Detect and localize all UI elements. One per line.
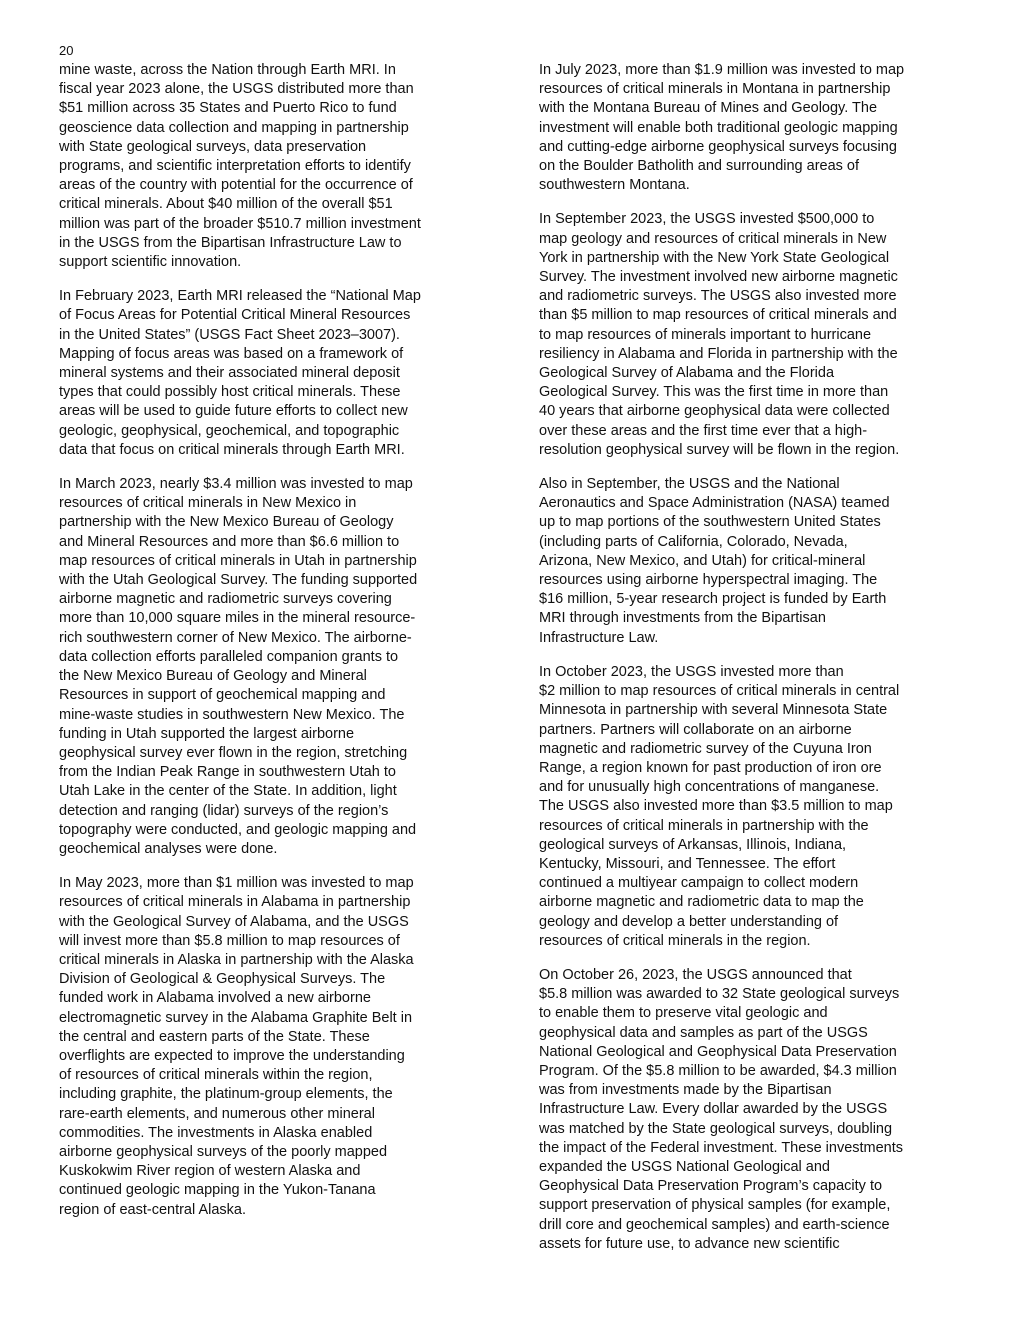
left-paragraph — [59, 475, 487, 859]
text-line: mineral systems and their associated mineral deposit — [59, 365, 400, 382]
text-line: the New Mexico Bureau of Geology and Mineral — [59, 668, 367, 685]
text-line: types that could possibly host critical minerals. These — [59, 384, 401, 401]
text-line: Geophysical Data Preservation Program’s capacity to — [539, 1178, 883, 1195]
text-line: support preservation of physical samples (for example, — [539, 1197, 891, 1214]
text-line: (including parts of California, Colorado, Nevada, — [539, 533, 848, 550]
text-line: Arizona, New Mexico, and Utah) for critical-mineral — [539, 552, 866, 569]
page-number: 20 — [59, 43, 74, 58]
text-line: 40 years that airborne geophysical data were collected — [539, 403, 890, 420]
right-paragraph — [539, 61, 967, 195]
text-line: mine waste, across the Nation through Earth MRI. In — [59, 62, 396, 78]
text-line: geologic, geophysical, geochemical, and topographic — [59, 422, 400, 439]
text-line: partnership with the New Mexico Bureau of Geology — [59, 514, 394, 531]
text-line: up to map portions of the southwestern United States — [539, 514, 881, 531]
text-line: in the USGS from the Bipartisan Infrastructure Law to — [59, 234, 402, 251]
text-line: assets for future use, to advance new scientific — [539, 1235, 840, 1252]
text-line: geophysical survey ever flown in the region, stretching — [59, 744, 408, 761]
right-paragraph — [539, 475, 967, 648]
text-line: continued a multiyear campaign to collect modern — [539, 875, 859, 892]
text-line: York in partnership with the New York State Geological — [539, 249, 890, 266]
text-line: areas will be used to guide future efforts to collect new — [59, 403, 408, 420]
text-line: geophysical data and samples as part of the USGS — [539, 1024, 868, 1041]
text-line: data that focus on critical minerals through Earth MRI. — [59, 441, 405, 458]
text-line: data collection efforts paralleled companion grants to — [59, 648, 399, 665]
left-paragraph — [59, 287, 487, 460]
right-paragraph — [539, 966, 967, 1254]
text-line: In October 2023, the USGS invested more than — [539, 663, 844, 680]
text-line: In July 2023, more than $1.9 million was invested to map — [539, 62, 905, 78]
text-line: airborne magnetic and radiometric data to map the — [539, 894, 864, 911]
text-line: support scientific innovation. — [59, 254, 242, 271]
text-line: $2 million to map resources of critical minerals in central — [539, 683, 900, 700]
text-line: on the Boulder Batholith and surrounding areas of — [539, 158, 860, 175]
text-line: and radiometric surveys. The USGS also invested more — [539, 288, 897, 305]
text-line: resources of critical minerals in Alabama in partnership — [59, 894, 411, 911]
text-line: MRI through investments from the Bipartisan — [539, 610, 826, 627]
text-line: map resources of critical minerals in Utah in partnership — [59, 552, 417, 569]
text-line: mine-waste studies in southwestern New Mexico. The — [59, 706, 405, 723]
text-line: Survey. The investment involved new airborne magnetic — [539, 269, 898, 286]
text-line: Division of Geological & Geophysical Surveys. The — [59, 971, 386, 988]
text-line: funded work in Alabama involved a new airborne — [59, 990, 371, 1007]
text-line: investment will enable both traditional geologic mapping — [539, 119, 898, 136]
text-line: with the Montana Bureau of Mines and Geology. The — [539, 100, 878, 117]
text-line: programs, and scientific interpretation efforts to identify — [59, 158, 411, 175]
text-line: overflights are expected to improve the understanding — [59, 1047, 405, 1064]
text-line: fiscal year 2023 alone, the USGS distributed more than — [59, 81, 414, 98]
text-line: Minnesota in partnership with several Minnesota State — [539, 702, 888, 719]
text-line: detection and ranging (lidar) surveys of the region’s — [59, 802, 389, 819]
text-line: and Mineral Resources and more than $6.6 million to — [59, 533, 400, 550]
text-line: to map resources of minerals important to hurricane — [539, 326, 872, 343]
text-line: geochemical analyses were done. — [59, 840, 278, 857]
text-line: resources of critical minerals in Montana in partnership — [539, 81, 891, 98]
text-line: rich southwestern corner of New Mexico. The airborne- — [59, 629, 412, 646]
text-line: Resources in support of geochemical mapping and — [59, 687, 386, 704]
text-line: Geological Survey. This was the first time in more than — [539, 384, 889, 401]
text-line: $5.8 million was awarded to 32 State geological surveys — [539, 986, 900, 1003]
text-line: geoscience data collection and mapping in partnership — [59, 119, 409, 136]
text-line: topography were conducted, and geologic mapping and — [59, 821, 417, 838]
text-line: National Geological and Geophysical Data Preservation — [539, 1043, 897, 1060]
text-line: $16 million, 5-year research project is funded by Earth — [539, 591, 887, 608]
text-line: airborne magnetic and radiometric surveys covering — [59, 591, 392, 608]
text-line: of Focus Areas for Potential Critical Mineral Resources — [59, 307, 411, 324]
text-line: The USGS also invested more than $3.5 million to map — [539, 798, 893, 815]
text-line: electromagnetic survey in the Alabama Graphite Belt in — [59, 1009, 413, 1026]
text-line: areas of the country with potential for the occurrence of — [59, 177, 413, 194]
text-line: than $5 million to map resources of critical minerals and — [539, 307, 897, 324]
text-line: funding in Utah supported the largest airborne — [59, 725, 355, 742]
text-line: over these areas and the first time ever that a high- — [539, 422, 868, 439]
text-line: In May 2023, more than $1 million was invested to map — [59, 875, 414, 892]
text-line: resiliency in Alabama and Florida in partnership with the — [539, 345, 898, 362]
text-line: Utah Lake in the center of the State. In addition, light — [59, 783, 397, 800]
text-line: Aeronautics and Space Administration (NASA) teamed — [539, 495, 890, 512]
text-line: with the Geological Survey of Alabama, and the USGS — [59, 913, 409, 930]
text-line: Kentucky, Missouri, and Tennessee. The effort — [539, 855, 836, 872]
left-column — [59, 61, 487, 1235]
text-line: Geological Survey of Alabama and the Florida — [539, 365, 835, 382]
text-line: with State geological surveys, data preservation — [59, 138, 367, 155]
text-line: geological surveys of Arkansas, Illinois, Indiana, — [539, 836, 847, 853]
text-line: resources of critical minerals in New Mexico in — [59, 495, 357, 512]
text-line: continued geologic mapping in the Yukon-Tanana — [59, 1182, 376, 1199]
text-line: Program. Of the $5.8 million to be awarded, $4.3 million — [539, 1062, 897, 1079]
text-line: to enable them to preserve vital geologic and — [539, 1005, 828, 1022]
text-line: critical minerals in Alaska in partnership with the Alaska — [59, 951, 414, 968]
text-line: map geology and resources of critical minerals in New — [539, 230, 887, 247]
text-line: with the Utah Geological Survey. The funding supported — [59, 572, 418, 589]
text-line: magnetic and radiometric survey of the Cuyuna Iron — [539, 740, 872, 757]
text-line: in the United States” (USGS Fact Sheet 2023–3007). — [59, 326, 400, 343]
left-paragraph — [59, 61, 487, 272]
text-line: In March 2023, nearly $3.4 million was invested to map — [59, 476, 413, 493]
text-line: Also in September, the USGS and the National — [539, 476, 840, 493]
text-line: resources of critical minerals in partnership with the — [539, 817, 869, 834]
text-line: of resources of critical minerals within the region, — [59, 1067, 373, 1084]
text-line: southwestern Montana. — [539, 177, 690, 194]
text-line: critical minerals. About $40 million of the overall $51 — [59, 196, 393, 213]
text-line: geology and develop a better understanding of — [539, 913, 839, 930]
text-line: expanded the USGS National Geological and — [539, 1158, 830, 1175]
text-line: million was part of the broader $510.7 million investment — [59, 215, 421, 232]
text-line: Infrastructure Law. — [539, 629, 659, 646]
text-line: and for unusually high concentrations of manganese. — [539, 779, 880, 796]
text-line: was matched by the State geological surveys, doubling — [539, 1120, 893, 1137]
text-line: the impact of the Federal investment. These investments — [539, 1139, 904, 1156]
text-line: from the Indian Peak Range in southwestern Utah to — [59, 764, 396, 781]
text-line: rare-earth elements, and numerous other mineral — [59, 1105, 375, 1122]
text-line: resources using airborne hyperspectral imaging. The — [539, 572, 878, 589]
right-paragraph — [539, 663, 967, 951]
text-line: In February 2023, Earth MRI released the “National Map — [59, 288, 421, 305]
left-paragraph — [59, 874, 487, 1220]
text-line: airborne geophysical surveys of the poorly mapped — [59, 1143, 388, 1160]
text-line: drill core and geochemical samples) and earth-science — [539, 1216, 890, 1233]
text-line: and cutting-edge airborne geophysical surveys focusing — [539, 138, 897, 155]
text-line: including graphite, the platinum-group elements, the — [59, 1086, 393, 1103]
text-line: commodities. The investments in Alaska enabled — [59, 1124, 373, 1141]
text-line: $51 million across 35 States and Puerto Rico to fund — [59, 100, 397, 117]
text-line: Infrastructure Law. Every dollar awarded by the USGS — [539, 1101, 888, 1118]
right-paragraph — [539, 210, 967, 460]
text-line: was from investments made by the Bipartisan — [539, 1082, 832, 1099]
text-line: Range, a region known for past production of iron ore — [539, 759, 882, 776]
text-line: will invest more than $5.8 million to map resources of — [59, 932, 400, 949]
right-column — [539, 61, 967, 1269]
text-line: Mapping of focus areas was based on a framework of — [59, 345, 404, 362]
text-line: more than 10,000 square miles in the mineral resource- — [59, 610, 416, 627]
text-line: region of east-central Alaska. — [59, 1201, 246, 1218]
text-line: Kuskokwim River region of western Alaska and — [59, 1163, 361, 1180]
text-line: partners. Partners will collaborate on an airborne — [539, 721, 852, 738]
text-line: the central and eastern parts of the State. These — [59, 1028, 370, 1045]
text-line: resources of critical minerals in the region. — [539, 932, 811, 949]
text-line: In September 2023, the USGS invested $500,000 to — [539, 211, 875, 228]
text-line: On October 26, 2023, the USGS announced that — [539, 966, 852, 983]
text-line: resolution geophysical survey will be flown in the region. — [539, 441, 900, 458]
